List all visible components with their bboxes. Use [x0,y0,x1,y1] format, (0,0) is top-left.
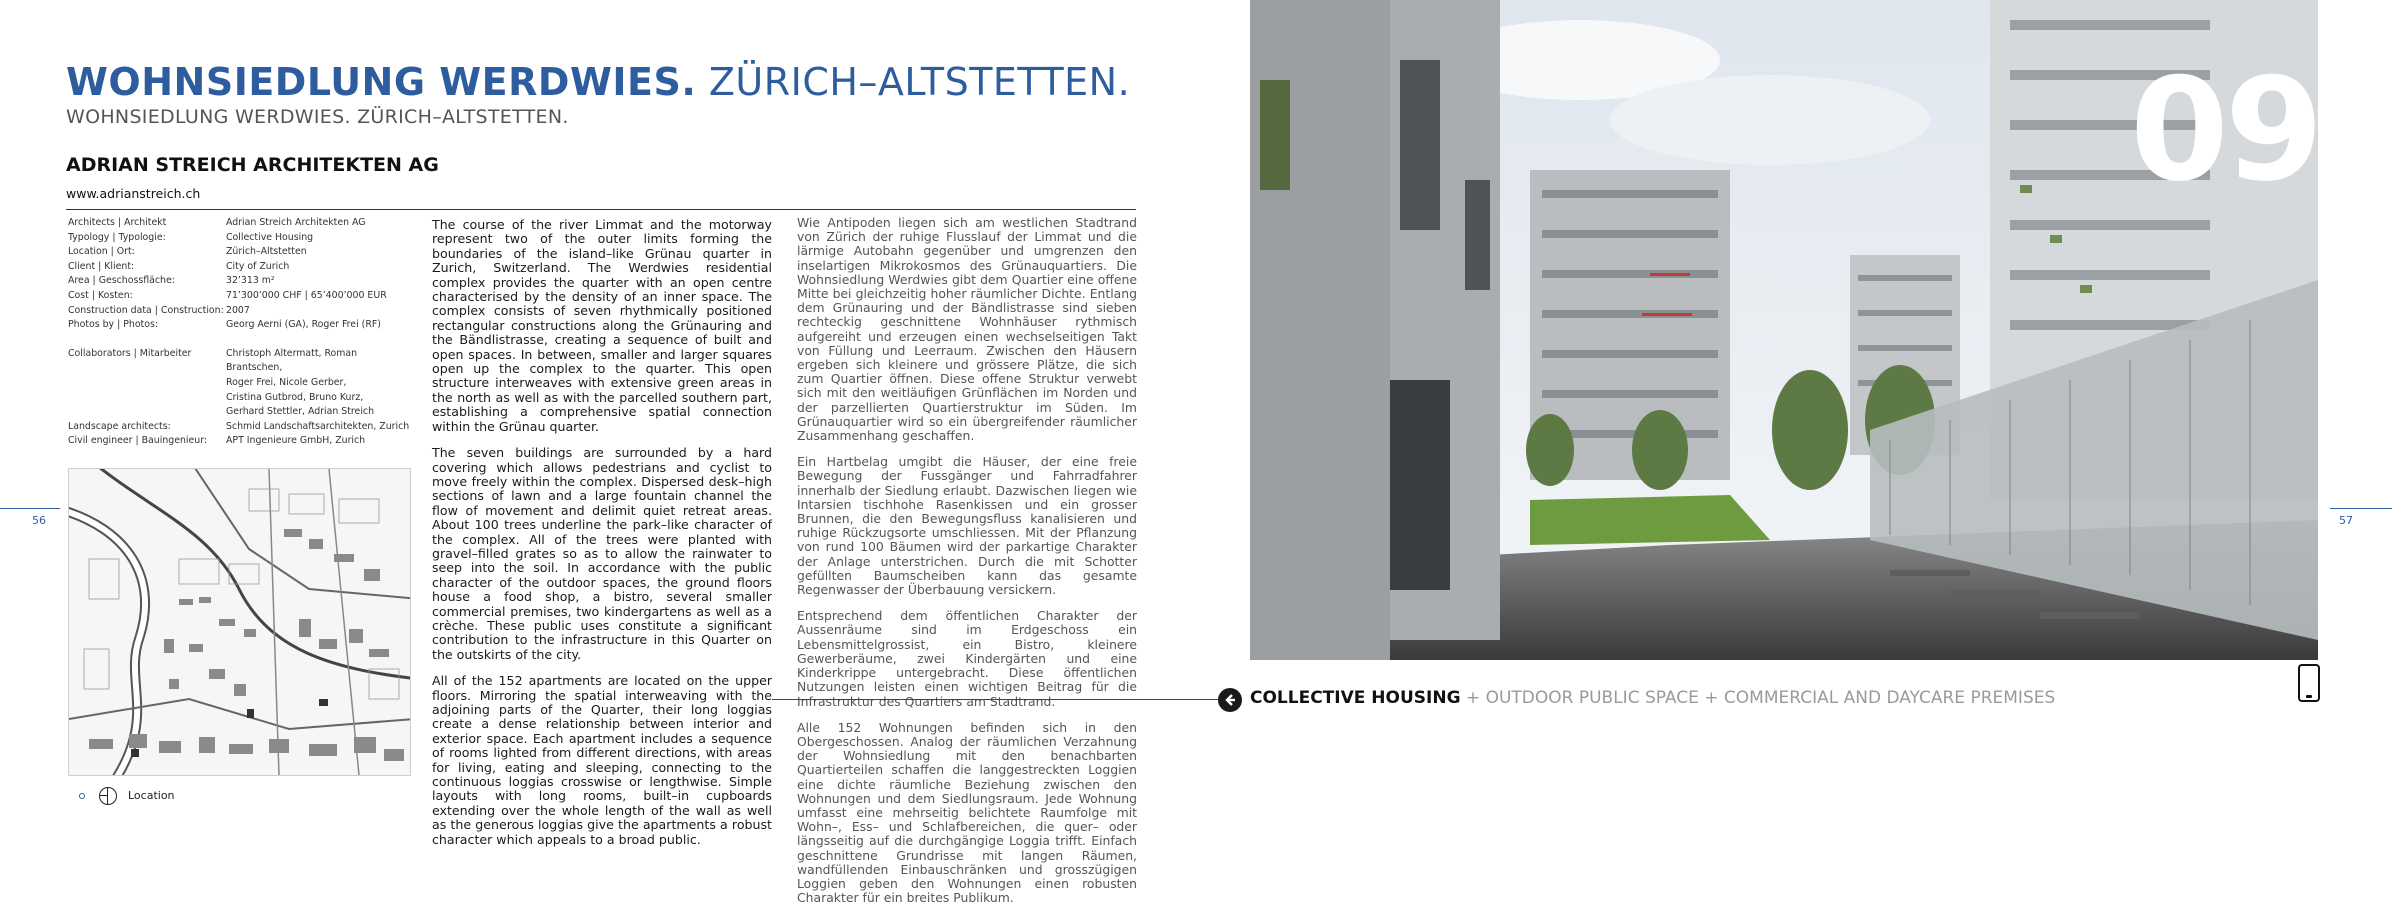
metadata-row [68,304,413,319]
map-marker-icon [79,793,85,799]
metadata-value: Schmid Landschaftsarchitekten, Zurich [226,420,410,432]
metadata-value: Gerhard Stettler, Adrian Streich [226,406,375,418]
page-number-left: 56 [32,514,46,527]
metadata-value: APT Ingenieure GmbH, Zurich [226,435,366,447]
metadata-key: Construction data | Construction: [68,304,224,316]
metadata-key: Typology | Typologie: [68,231,166,243]
metadata-value: 71’300’000 CHF | 65’400’000 EUR [226,289,387,301]
metadata-key: Architects | Architekt [68,217,167,228]
metadata-key: Cost | Kosten: [68,289,133,301]
metadata-key: Client | Klient: [68,260,135,272]
metadata-row [68,420,413,435]
metadata-row [68,434,413,449]
metadata-row [68,318,413,333]
metadata-value: 2007 [226,304,250,316]
arrow-left-icon[interactable] [1218,688,1242,712]
metadata-value: Georg Aerni (GA), Roger Frei (RF) [226,319,381,331]
german-paragraph: Entsprechend dem öffentlichen Charakter der Aussenräume sind im Erdgeschoss ein Lebensmittelgrossist, ein Bistro, kleinere Gewerberäume, zwei Kindergärten und eine Kinderkrippe untergebracht. Diese öffentlichen Nutzungen leisten einen wichtigen Beitrag für die Infrastruktur des Quartiers am Stadtrand. [797,608,1137,709]
metadata-row [68,376,413,391]
page-title [66,60,1130,104]
metadata-row [68,391,413,406]
metadata-row [68,245,413,260]
metadata-key [68,376,226,391]
metadata-row [68,216,413,231]
metadata-row [68,231,413,246]
german-text-column [797,216,1137,917]
metadata-value: Roger Frei, Nicole Gerber, [226,376,347,388]
metadata-value [226,333,413,347]
project-metadata [68,216,413,449]
metadata-row [68,274,413,289]
metadata-row [68,260,413,275]
metadata-key: Collaborators | Mitarbeiter [68,347,192,359]
metadata-key: Photos by | Photos: [68,319,159,331]
metadata-value: Zürich–Altstetten [226,246,307,258]
metadata-key: Location | Ort: [68,246,135,258]
english-paragraph: The course of the river Limmat and the motorway represent two of the outer limits forming the boundaries of the island–like Grünau quarter in Zurich, Switzerland. The Werdwies residential complex provides the quarter with an open centre characterised by the density of an inner space. The complex consists of seven rhythmically positioned rectangular constructions along the Grünauring and the Bändlistrasse, creating a sequence of built and open spaces. In between, smaller and larger squares open up the complex to the quarter. This open structure interweaves with extensive green areas in the north as well as with the parcelled southern part, establishing a comprehensive spatial connection within the Grünau quarter. [432,217,772,434]
site-map-drawing [69,469,410,775]
compass-icon [99,787,117,805]
metadata-key: Landscape architects: [68,420,171,432]
metadata-value: City of Zurich [226,260,290,272]
site-map [68,468,411,776]
title-light: ZÜRICH–ALTSTETTEN. [708,60,1131,104]
metadata-row [68,289,413,304]
page-number-right: 57 [2339,514,2353,527]
mobile-phone-icon [2298,664,2320,702]
metadata-row [68,347,413,376]
german-paragraph: Ein Hartbelag umgibt die Häuser, der eine freie Bewegung der Fussgänger und Fahrradfahrer innerhalb der Siedlung erlaubt. Dazwischen liegen wie Intarsien tischhohe Rasenkissen und ein grosser Brunnen, die den Bewegungsfluss kanalisieren und ruhige Rückzugsorte umschliessen. Mit der Pflanzung von rund 100 Bäumen wird der parkartige Charakter der Anlage unterstrichen. Durch die mit Schotter gefüllten Baumscheiben kann das gesamte Regenwasser der Überbauung versickern. [797,454,1137,598]
english-text-column [432,218,772,859]
architect-name: ADRIAN STREICH ARCHITEKTEN AG [66,154,439,176]
metadata-key [68,391,226,406]
english-paragraph: All of the 152 apartments are located on the upper floors. Mirroring the spatial interweaving with the adjoining parts of the Quarter, their long loggias create a dense relationship between interior and exterior space. Each apartment includes a sequence of rooms lighted from different directions, with areas for living, eating and sleeping, connecting to the continuous loggias crosswise or lengthwise. Simple layouts with long rooms, built–in cupboards extending over the whole length of the wall as well as the generous loggias give the apartments a robust character which appeals to a broad public. [432,673,772,847]
category-main: COLLECTIVE HOUSING [1250,688,1461,708]
page-subtitle: WOHNSIEDLUNG WERDWIES. ZÜRICH–ALTSTETTEN. [66,106,569,128]
map-caption: Location [128,789,175,802]
page-edge-line-left [0,508,60,509]
metadata-row [68,333,413,347]
category-connector-line [772,699,1220,700]
metadata-value: Cristina Gutbrod, Bruno Kurz, [226,391,364,403]
metadata-key: Area | Geschossfläche: [68,275,175,287]
metadata-value: Adrian Streich Architekten AG [226,217,366,228]
page-edge-line-right [2330,508,2392,509]
metadata-key [68,405,226,420]
metadata-key: Civil engineer | Bauingenieur: [68,435,208,447]
architect-website[interactable]: www.adrianstreich.ch [66,186,201,201]
german-paragraph: Alle 152 Wohnungen befinden sich in den Obergeschossen. Analog der räumlichen Verzahnung der Wohnsiedlung mit den benachbarten Quartierteilen schaffen die langgestreckten Loggien eine dichte räumliche Beziehung zwischen den Wohnungen und dem Siedlungsraum. Jede Wohnung umfasst eine mehrseitig belichtete Raumfolge mit Wohn–, Ess– und Schlafbereichen, die quer– oder längsseitig auf die durchgängige Loggia trifft. Einfach geschnittene Grundrisse mit langen Räumen, wandfüllenden Einbauschränken und grosszügigen Loggien geben den Wohnungen einen robusten Charakter für ein breites Publikum. [797,719,1137,906]
metadata-value: Christoph Altermatt, Roman Brantschen, [226,347,358,374]
title-bold: WOHNSIEDLUNG WERDWIES. [66,60,697,104]
metadata-key [68,333,226,347]
metadata-value: Collective Housing [226,231,314,243]
project-number: 09 [2130,48,2320,213]
german-paragraph: Wie Antipoden liegen sich am westlichen Stadtrand von Zürich der ruhige Flusslauf der Limmat und die lärmige Autobahn gegenüber und umgrenzen den inselartigen Mikrokosmos des Grünauquartiers. Die Wohnsiedlung Werdwies gibt dem Quartier eine offene Mitte bei gleichzeitig hoher räumlicher Dichte. Entlang dem Grünauring und der Bändlistrasse sind sieben rechteckig geschnittene Wohnhäuser rythmisch aufgereiht und erzeugen einen wechselseitigen Takt von Füllung und Leerraum. Zwischen den Häusern ergeben sich kleinere und grössere Plätze, die sich zum Quartier öffnen. Diese offene Struktur verwebt sich mit den weitläufigen Grünflächen im Norden und der parzellierten Quartierstruktur im Süden. Im Grünauquartier wird so ein übergreifender räumlicher Zusammenhang geschaffen. [797,215,1137,444]
divider [66,209,1136,210]
metadata-value: 32’313 m² [226,275,275,287]
english-paragraph: The seven buildings are surrounded by a hard covering which allows pedestrians and cyclist to move freely within the complex. Dispersed desk–high sections of lawn and a large fountain channel the flow of movement and delimit quiet retreat areas. About 100 trees underline the park–like character of the complex. All of the trees were planted with gravel–filled grates so as to allow the rainwater to seep into the soil. In accordance with the public character of the outdoor spaces, the ground floors house a food shop, a bistro, several smaller commercial premises, two kindergartens as well as a crèche. These public uses constitute a significant contribution to the infrastructure in this Quarter on the outskirts of the city. [432,445,772,662]
category-line [1250,688,2055,708]
metadata-row [68,405,413,420]
category-rest: + OUTDOOR PUBLIC SPACE + COMMERCIAL AND DAYCARE PREMISES [1460,688,2056,708]
